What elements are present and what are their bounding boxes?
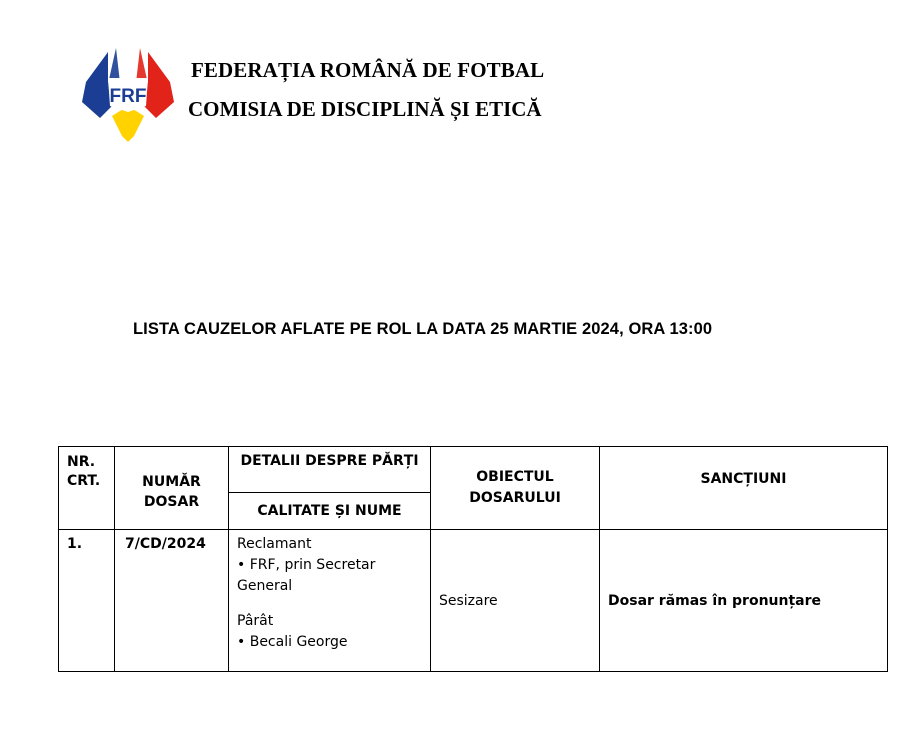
cases-table — [58, 446, 888, 672]
frf-logo — [78, 44, 178, 148]
header-nr-crt — [59, 447, 115, 530]
logo-blue-shape — [82, 52, 112, 118]
reclamant-name-cont: General — [237, 578, 293, 594]
parat-name: • Becali George — [237, 632, 424, 653]
cell-nr: 1. — [59, 530, 115, 672]
header-nr-line1: NR. — [67, 454, 96, 470]
document-header — [78, 44, 544, 148]
reclamant-label: Reclamant — [237, 536, 312, 552]
header-obiect-line2: DOSARULUI — [469, 490, 561, 506]
logo-text: FRF — [109, 86, 147, 107]
header-sanctiuni: SANCȚIUNI — [600, 447, 888, 530]
header-detalii: DETALII DESPRE PĂRȚI — [229, 447, 431, 493]
logo-red-shape — [144, 52, 174, 118]
header-dosar-line2: DOSAR — [143, 494, 200, 510]
table-row — [59, 530, 888, 672]
header-numar-dosar — [115, 447, 229, 530]
parat-label: Pârât — [237, 613, 274, 629]
reclamant-name: • FRF, prin Secretar — [237, 555, 424, 576]
header-nr-line2: CRT. — [67, 473, 101, 489]
header-obiect-line1: OBIECTUL — [476, 469, 554, 485]
commission-name: COMISIA DE DISCIPLINĂ ȘI ETICĂ — [188, 97, 542, 121]
table-header-row — [59, 447, 888, 493]
federation-name: FEDERAȚIA ROMÂNĂ DE FOTBAL — [191, 58, 545, 82]
cell-sanctiuni: Dosar rămas în pronunțare — [600, 530, 888, 672]
page-title: LISTA CAUZELOR AFLATE PE ROL LA DATA 25 MARTIE 2024, ORA 13:00 — [133, 320, 713, 338]
cell-obiect: Sesizare — [431, 530, 600, 672]
header-obiect — [431, 447, 600, 530]
header-calitate-nume: CALITATE ȘI NUME — [229, 493, 431, 530]
organization-name — [188, 58, 544, 122]
cell-parti — [229, 530, 431, 672]
cell-dosar: 7/CD/2024 — [115, 530, 229, 672]
header-dosar-line1: NUMĂR — [142, 474, 201, 490]
